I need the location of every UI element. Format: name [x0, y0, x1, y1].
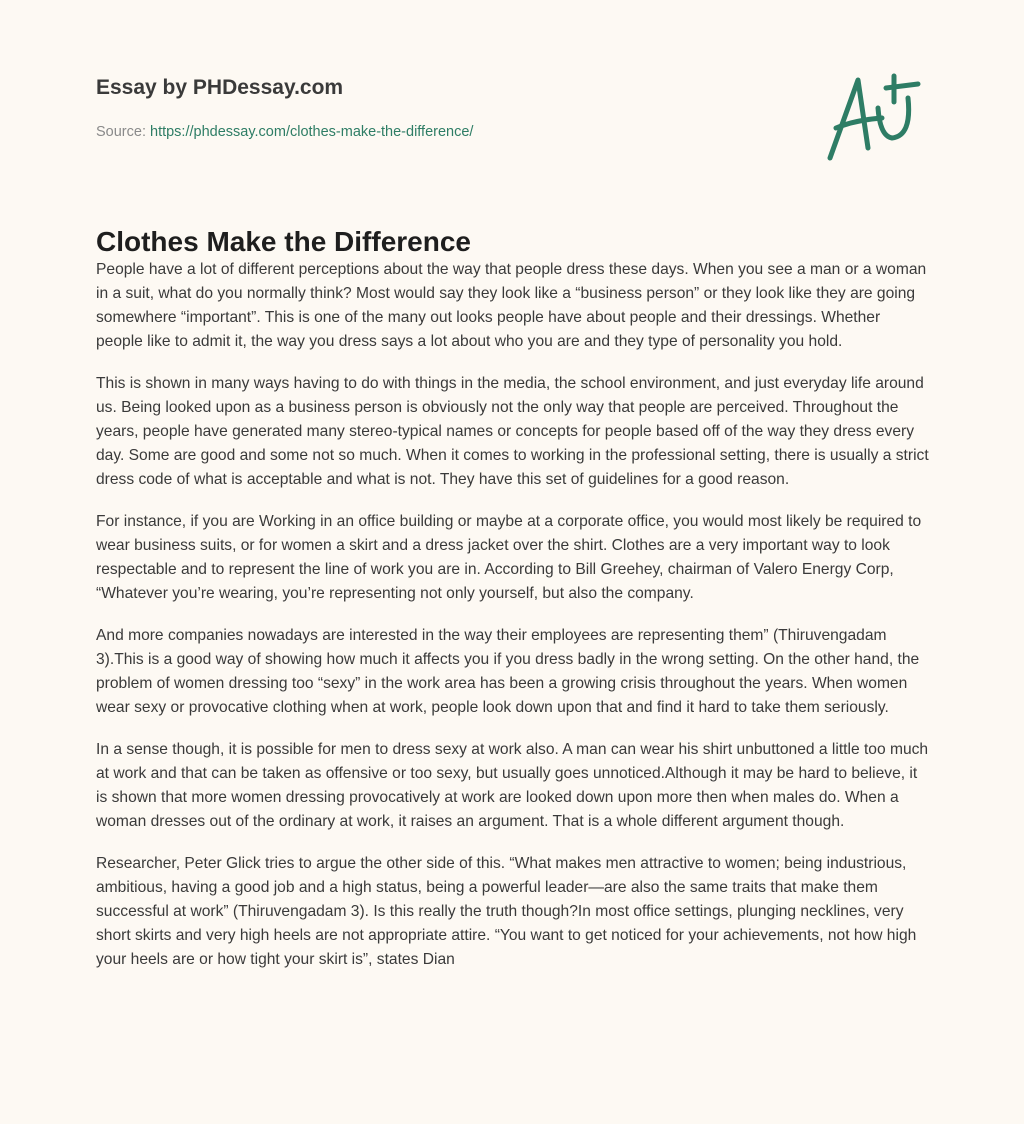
source-line: [96, 124, 473, 140]
essay-paragraph: And more companies nowadays are interested in the way their employees are representing them” (Thiruvengadam 3).This is a good way of showing how much it affects you if you dress badly in the wrong setting. On the other hand, the problem of women dressing too “sexy” in the work area has been a growing crisis throughout the years. When women wear sexy or provocative clothing when at work, people look down upon that and find it hard to take them seriously.: [96, 627, 920, 716]
essay-paragraph: For instance, if you are Working in an office building or maybe at a corporate office, you would most likely be required to wear business suits, or for women a skirt and a dress jacket over the shirt. Clothes are a very important way to look respectable and to represent the line of work you are in. According to Bill Greehey, chairman of Valero Energy Corp, “Whatever you’re wearing, you’re representing not only yourself, but also the company.: [96, 513, 922, 602]
a-plus-logo-icon: [820, 68, 930, 164]
source-label: Source:: [96, 124, 150, 140]
site-brand: Essay by PHDessay.com: [96, 76, 344, 99]
essay-title: Clothes Make the Difference: [96, 226, 471, 257]
essay-paragraph: This is shown in many ways having to do with things in the media, the school environment, and just everyday life around us. Being looked upon as a business person is obviously not the only way that people are perceived. Throughout the years, people have generated many stereo-typical names or concepts for people based off of the way they dress every day. Some are good and some not so much. When it comes to working in the professional setting, there is usually a strict dress code of what is acceptable and what is not. They have this set of guidelines for a good reason.: [96, 375, 929, 488]
essay-body: [96, 258, 930, 990]
essay-paragraph: People have a lot of different perceptions about the way that people dress these days. When you see a man or a woman in a suit, what do you normally think? Most would say they look like a “business person” or they look like they are going somewhere “important”. This is one of the many out looks people have about people and their dressings. Whether people like to admit it, the way you dress says a lot about who you are and they type of personality you hold.: [96, 261, 927, 350]
essay-paragraph: In a sense though, it is possible for men to dress sexy at work also. A man can wear his shirt unbuttoned a little too much at work and that can be taken as offensive or too sexy, but usually goes unnoticed.Although it may be hard to believe, it is shown that more women dressing provocatively at work are looked down upon more then when males do. When a woman dresses out of the ordinary at work, it raises an argument. That is a whole different argument though.: [96, 741, 929, 830]
essay-paragraph: Researcher, Peter Glick tries to argue the other side of this. “What makes men attractive to women; being industrious, ambitious, having a good job and a high status, being a powerful leader—are also the same traits that make them successful at work” (Thiruvengadam 3). Is this really the truth though?In most office settings, plunging necklines, very short skirts and very high heels are not appropriate attire. “You want to get noticed for your achievements, not how high your heels are or how tight your skirt is”, states Dian: [96, 855, 917, 968]
source-link[interactable]: https://phdessay.com/clothes-make-the-difference/: [150, 124, 474, 140]
